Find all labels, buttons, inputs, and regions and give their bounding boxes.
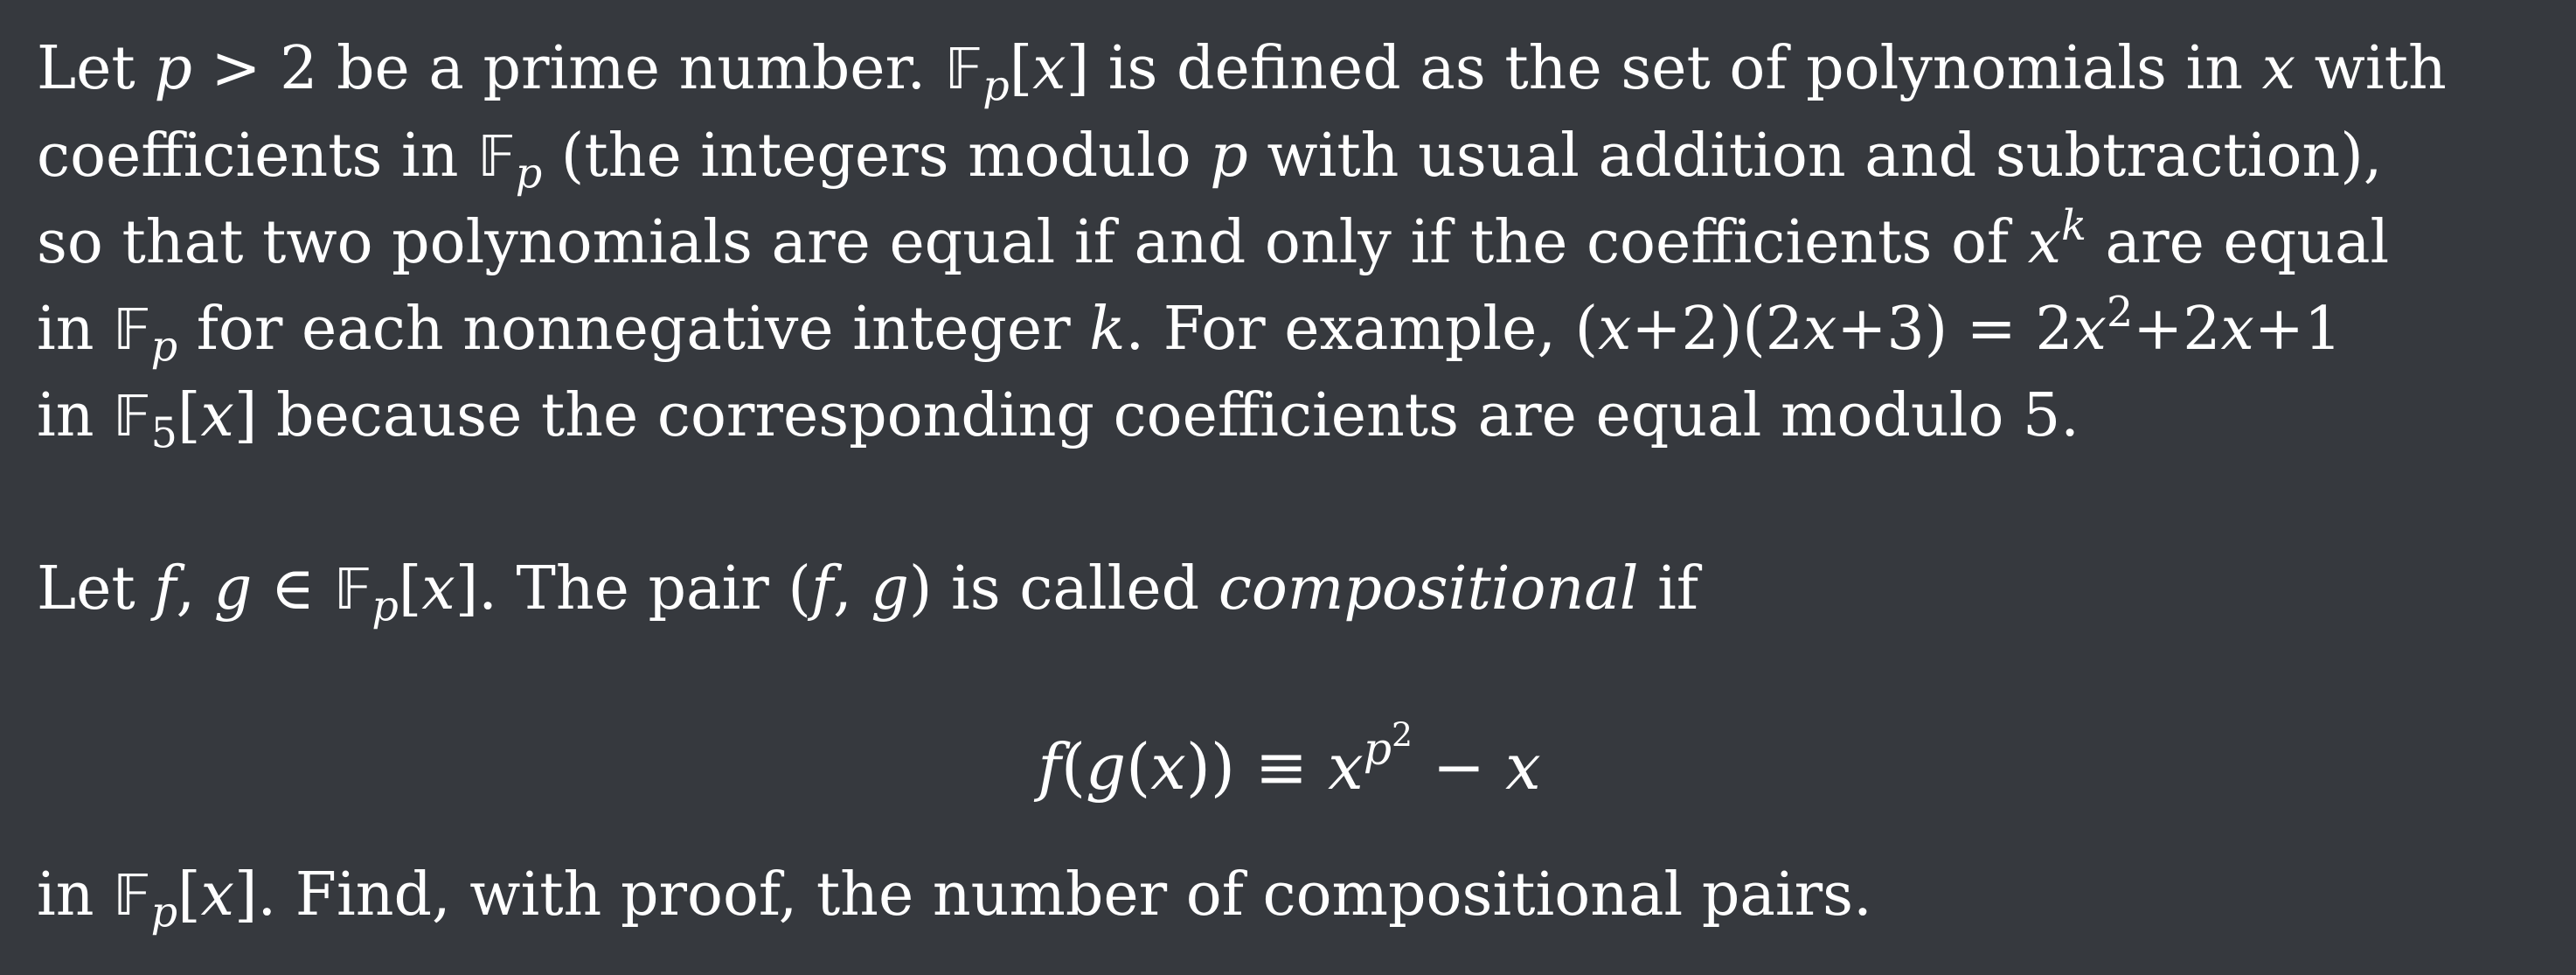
display-equation: $f(g(x)) \equiv x^{p^2} - x$ <box>1038 715 1541 804</box>
text-line-1: Let p > 2 be a prime number. 𝔽$_p$[x] is defined as the set of polynomials in x with <box>37 34 2447 111</box>
compositional-definition: Let f, g ∈ 𝔽$_p$[x]. The pair (f, g) is called compositional if <box>37 554 1699 631</box>
text-line-5: in 𝔽$_5$[x] because the corresponding coefficients are equal modulo 5. <box>37 381 2080 458</box>
text-line-2: coefficients in 𝔽$_p$ (the integers modulo p with usual addition and subtraction), <box>37 121 2383 198</box>
definition-paragraph <box>37 26 2542 461</box>
term-compositional: compositional <box>1218 554 1639 623</box>
text-line-4: in 𝔽$_p$ for each nonnegative integer k. For example, $(x+2)(2x+3) = 2x^2+2x+1$ <box>37 288 2343 371</box>
text-line-3: so that two polynomials are equal if and only if the coefficients of $x^k$ are equal <box>37 201 2390 277</box>
question-line: in 𝔽$_p$[x]. Find, with proof, the number of compositional pairs. <box>37 860 1872 937</box>
